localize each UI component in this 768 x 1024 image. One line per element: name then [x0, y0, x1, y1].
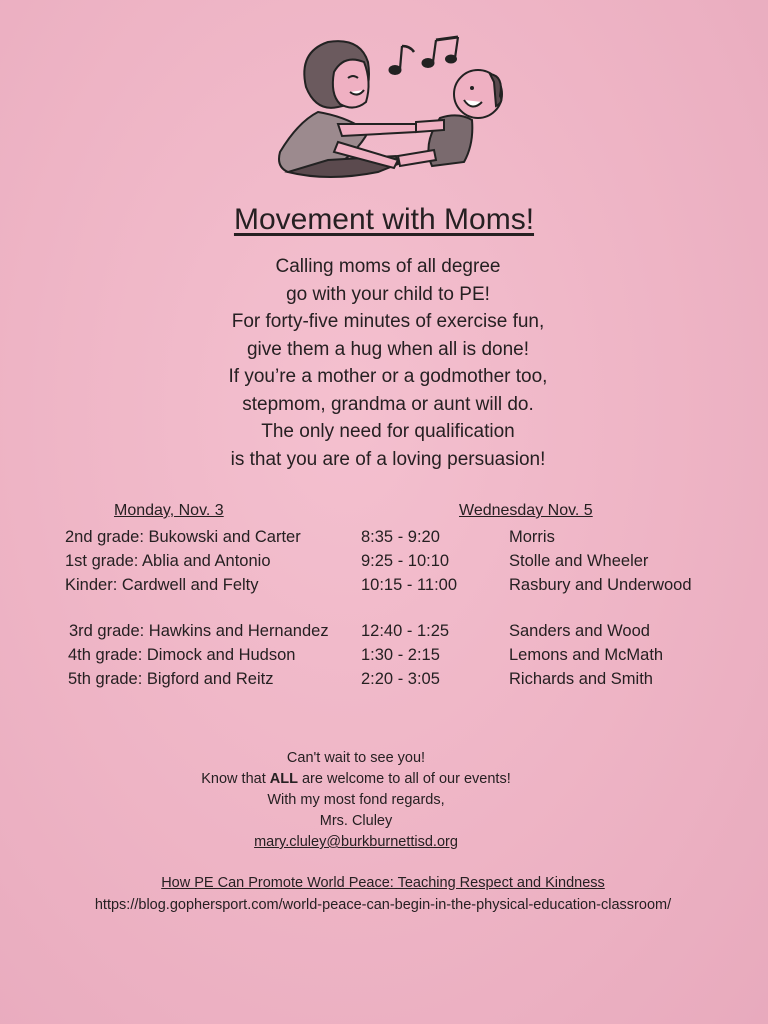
closing-text: are welcome to all of our events! — [297, 771, 511, 787]
wednesday-class: Morris — [509, 528, 555, 546]
time-slot: 10:15 - 11:00 — [361, 576, 458, 594]
monday-class: 1st grade: Ablia and Antonio — [65, 552, 271, 570]
monday-class: 5th grade: Bigford and Reitz — [68, 670, 274, 688]
wednesday-class: Sanders and Wood — [509, 622, 650, 640]
wednesday-header: Wednesday Nov. 5 — [459, 502, 593, 519]
monday-class: 3rd grade: Hawkins and Hernandez — [69, 622, 329, 640]
closing-emphasis: ALL — [269, 771, 298, 787]
signature: Mrs. Cluley — [319, 813, 393, 829]
monday-header: Monday, Nov. 3 — [114, 502, 224, 519]
poem-line: stepmom, grandma or aunt will do. — [242, 393, 534, 415]
poem-line: is that you are of a loving persuasion! — [230, 448, 546, 470]
poem-line: Calling moms of all degree — [275, 256, 501, 277]
time-slot: 8:35 - 9:20 — [361, 528, 440, 546]
email-link[interactable]: mary.cluley@burkburnettisd.org — [254, 834, 458, 850]
closing-text: Know that — [201, 771, 270, 787]
poem-line: give them a hug when all is done! — [246, 338, 529, 360]
closing-line: Can't wait to see you! — [286, 750, 426, 766]
wednesday-class: Stolle and Wheeler — [509, 552, 649, 570]
monday-class: Kinder: Cardwell and Felty — [65, 576, 259, 594]
time-slot: 1:30 - 2:15 — [361, 646, 440, 664]
wednesday-class: Lemons and McMath — [509, 646, 664, 664]
article-url[interactable]: https://blog.gophersport.com/world-peace-can-begin-in-the-physical-education-classroom/ — [94, 897, 672, 913]
closing-line: With my most fond regards, — [267, 792, 445, 808]
time-slot: 2:20 - 3:05 — [361, 670, 440, 688]
article-title-link[interactable]: How PE Can Promote World Peace: Teaching Respect and Kindness — [161, 875, 605, 891]
monday-class: 4th grade: Dimock and Hudson — [68, 646, 296, 664]
wednesday-class: Richards and Smith — [509, 670, 653, 688]
closing-message — [0, 748, 712, 853]
poem-line: go with your child to PE! — [286, 283, 490, 305]
poem-line: If you’re a mother or a godmother too, — [228, 366, 548, 387]
poem — [0, 253, 768, 473]
mom-and-child-dancing-icon — [268, 32, 518, 182]
monday-class: 2nd grade: Bukowski and Carter — [65, 528, 301, 546]
poem-line: For forty-five minutes of exercise fun, — [231, 311, 545, 332]
poem-line: The only need for qualification — [261, 421, 515, 442]
time-slot: 9:25 - 10:10 — [361, 552, 450, 570]
page-title: Movement with Moms! — [233, 203, 535, 236]
closing-line — [0, 769, 712, 790]
music-notes-icon — [389, 37, 458, 75]
time-slot: 12:40 - 1:25 — [361, 622, 450, 640]
wednesday-class: Rasbury and Underwood — [509, 576, 692, 594]
